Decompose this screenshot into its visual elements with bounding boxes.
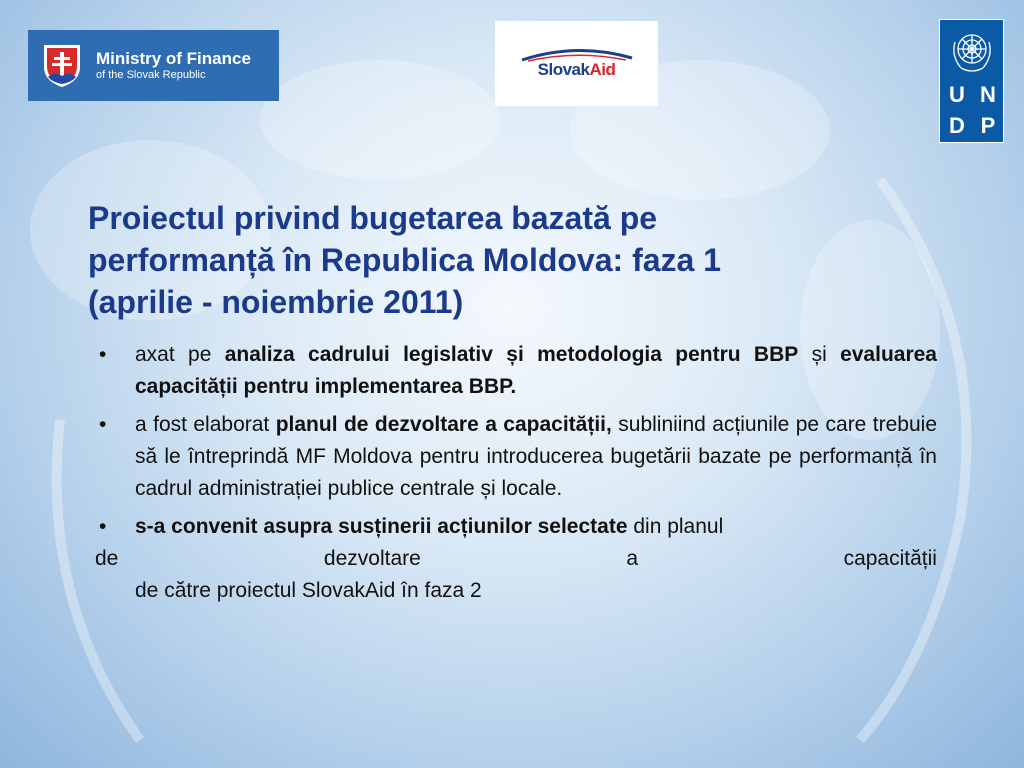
ministry-of-finance-text bbox=[96, 50, 251, 81]
bullet-text: axat pe bbox=[135, 343, 225, 366]
bullet-line bbox=[95, 543, 937, 575]
undp-letter-n: N bbox=[980, 82, 996, 107]
title-line-3: (aprilie - noiembrie 2011) bbox=[88, 284, 464, 320]
ministry-name: Ministry of Finance bbox=[96, 48, 251, 68]
undp-letter-d: D bbox=[949, 113, 965, 138]
undp-letter-p: P bbox=[980, 113, 996, 138]
undp-logo bbox=[939, 19, 1004, 143]
bullet-text-bold: analiza cadrului legislativ și metodologia pentru BBP bbox=[224, 343, 799, 366]
title-line-1: Proiectul privind bugetarea bazată pe bbox=[88, 200, 658, 236]
slide-content bbox=[95, 339, 937, 613]
bullet-line bbox=[95, 511, 937, 543]
slovakaid-slovak: Slovak bbox=[537, 59, 590, 79]
title-line-2: performanță în Republica Moldova: faza 1 bbox=[88, 242, 721, 278]
un-emblem-icon bbox=[947, 26, 997, 76]
slovakaid-aid: Aid bbox=[589, 59, 616, 79]
bullet-item bbox=[95, 511, 937, 607]
bullet-marker: • bbox=[99, 413, 107, 436]
slovakaid-logo bbox=[495, 21, 658, 106]
bullet-word: dezvoltare bbox=[323, 547, 421, 570]
bullet-text: din planul bbox=[627, 515, 724, 538]
ministry-of-finance-logo bbox=[28, 30, 279, 101]
bullet-word: de bbox=[95, 547, 119, 570]
bullet-text-bold: planul de dezvoltare a capacității, bbox=[275, 413, 612, 436]
bullet-item bbox=[95, 339, 937, 403]
bullet-marker: • bbox=[99, 515, 107, 538]
bullet-marker: • bbox=[99, 343, 107, 366]
slovak-coat-of-arms-icon bbox=[42, 43, 82, 89]
bullet-text-bold: s-a convenit asupra susținerii acțiunilor selectate bbox=[135, 515, 628, 538]
ministry-country: of the Slovak Republic bbox=[96, 68, 206, 81]
bullet-item bbox=[95, 409, 937, 505]
slide-title bbox=[88, 197, 948, 323]
undp-letter-u: U bbox=[949, 82, 965, 107]
bullet-text: a fost elaborat bbox=[135, 413, 276, 436]
slovakaid-wordmark bbox=[538, 60, 616, 80]
bullet-line: de către proiectul SlovakAid în faza 2 bbox=[135, 579, 482, 602]
bullet-text: și bbox=[798, 343, 841, 366]
bullet-word: a bbox=[626, 547, 639, 570]
bullet-word: capacității bbox=[843, 547, 937, 570]
bullet-text: subliniind acțiunile pe care trebuie să le întreprindă MF Moldova pentru introducerea bugetării bazate pe performanță în cadrul administrației publice centrale și locale. bbox=[135, 413, 937, 500]
bullet-text-bold: evaluarea capacității pentru implementarea BBP. bbox=[135, 343, 937, 398]
